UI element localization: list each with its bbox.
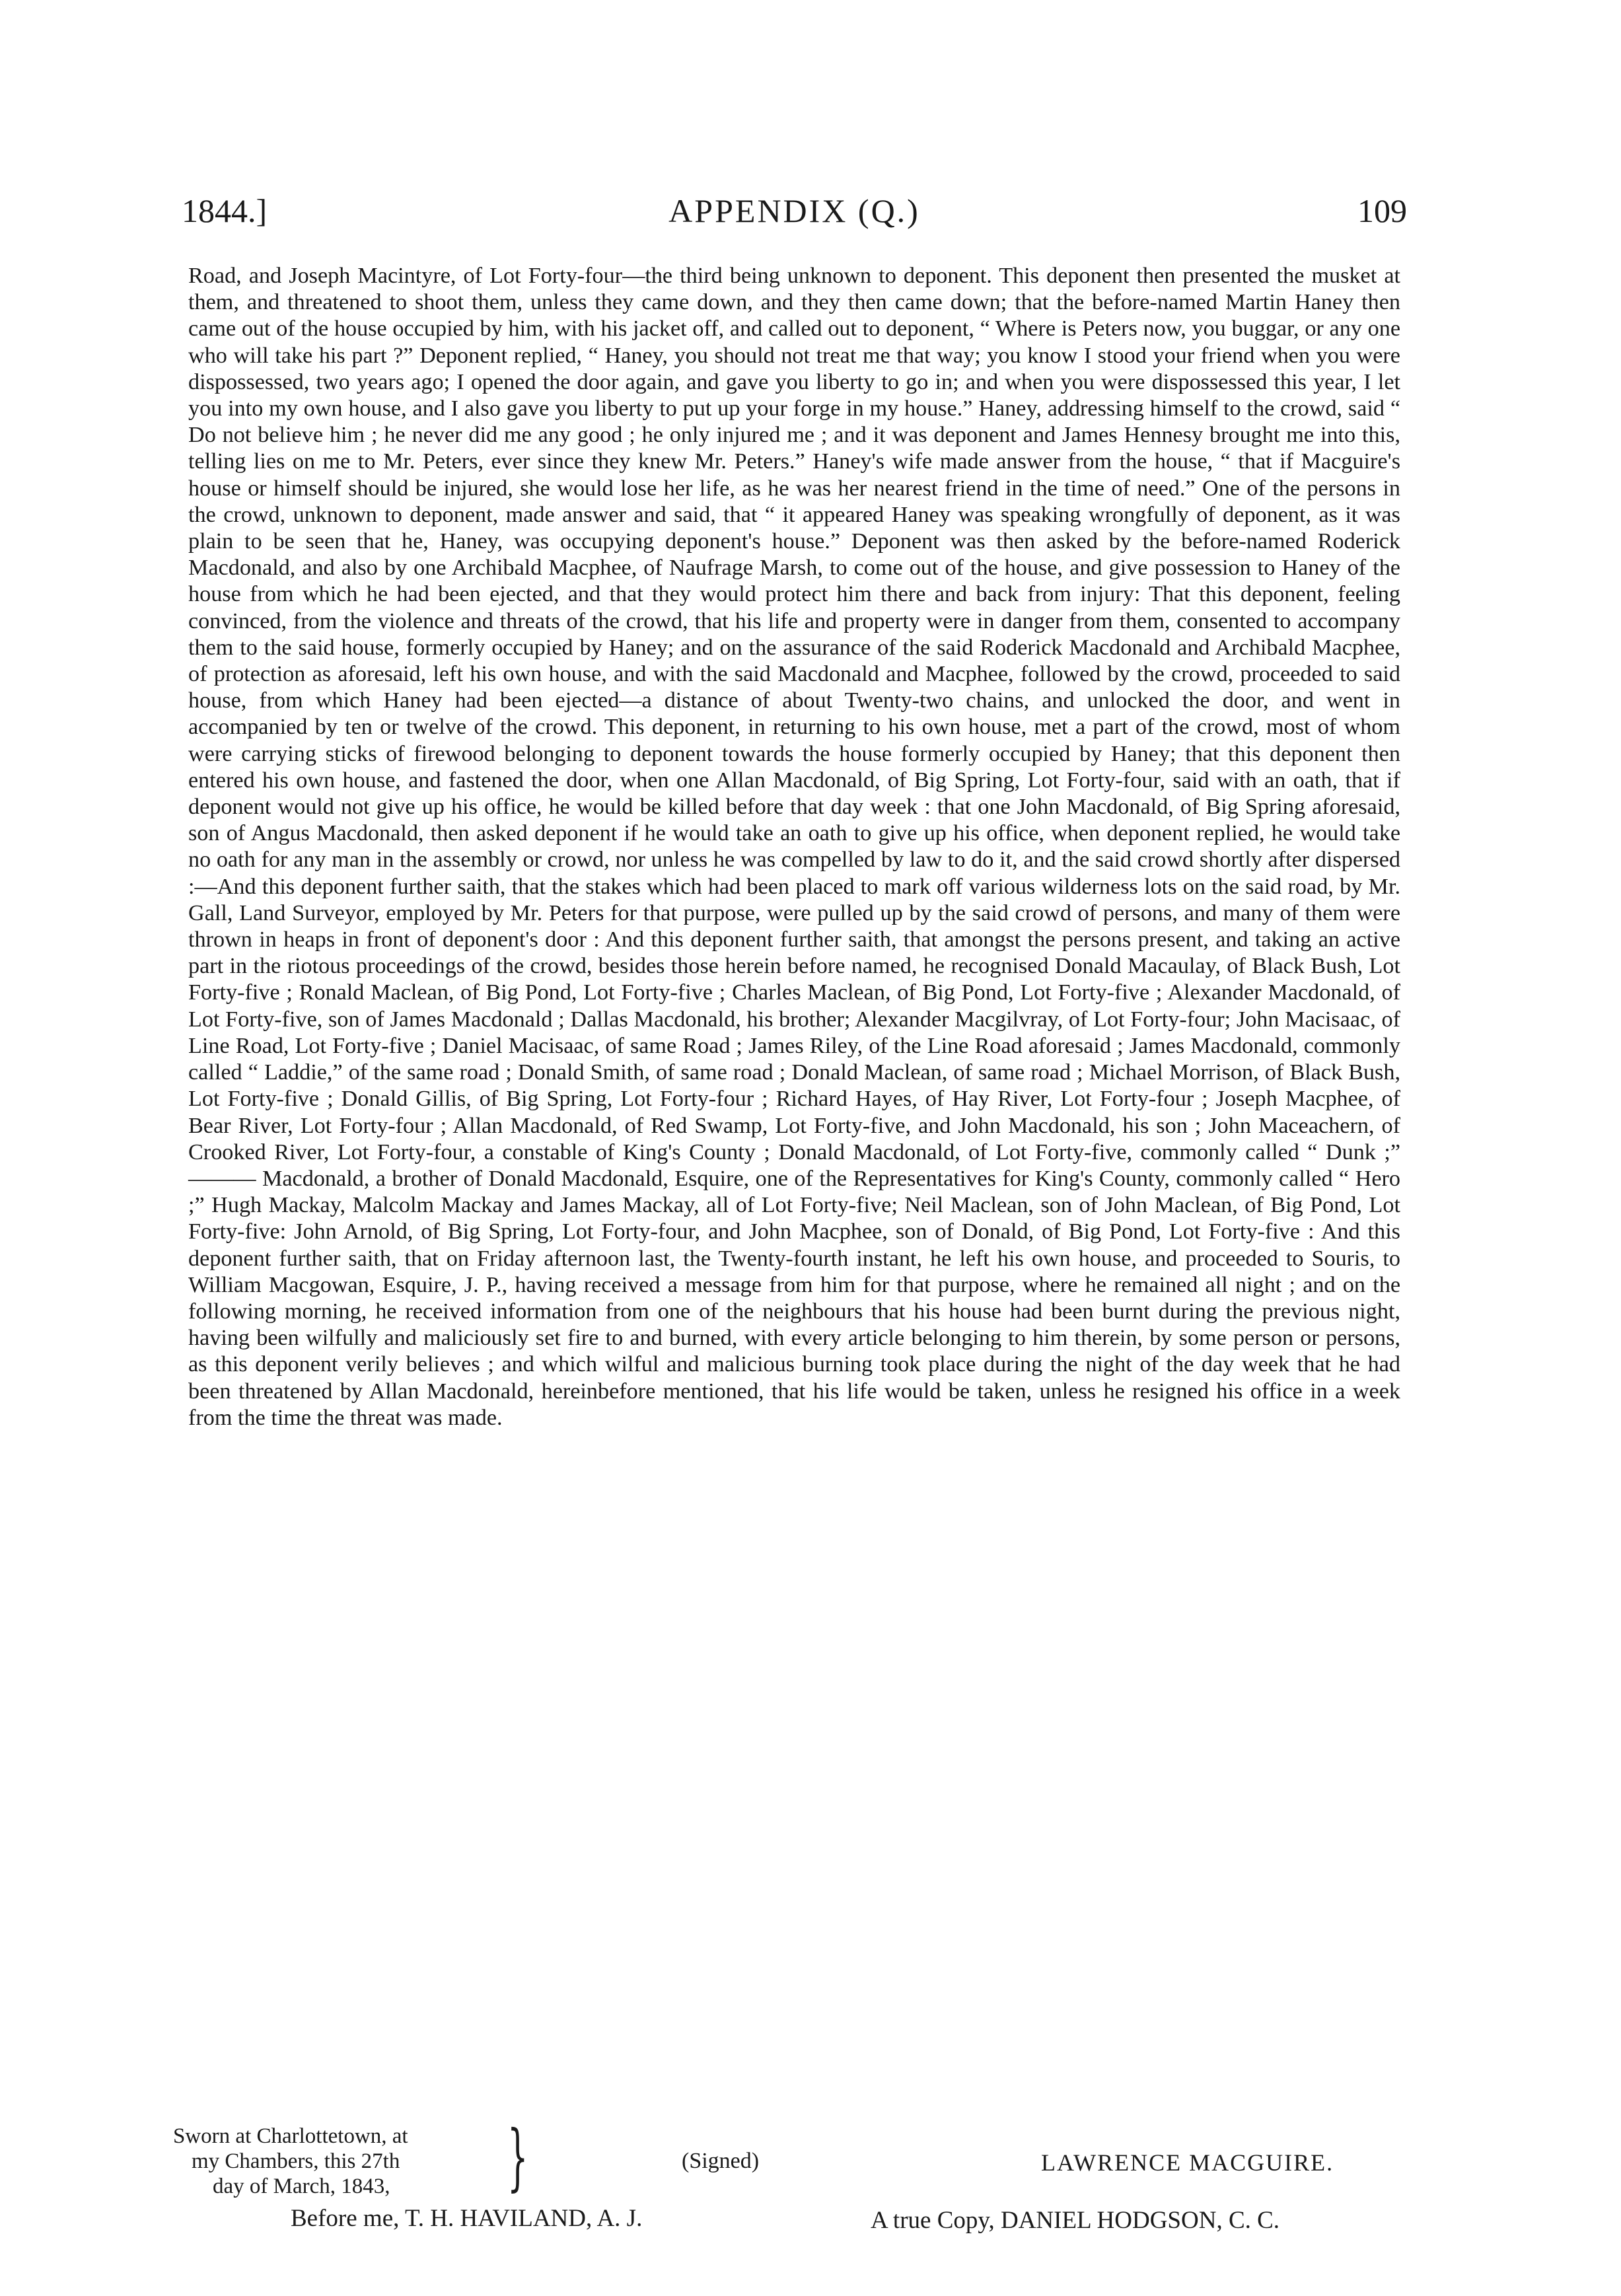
deponent-signature: LAWRENCE MACGUIRE. <box>1041 2149 1334 2176</box>
jurat-line-1: Sworn at Charlottetown, at <box>173 2124 408 2148</box>
signed-label: (Signed) <box>682 2149 760 2173</box>
jurat-line-2: my Chambers, this 27th <box>192 2149 400 2173</box>
header-title: APPENDIX (Q.) <box>668 192 920 229</box>
header-year: 1844.] <box>182 192 268 229</box>
jurat-line-3: day of March, 1843, <box>213 2174 390 2198</box>
running-head <box>182 180 1407 239</box>
justice-attestation: Before me, T. H. HAVILAND, A. J. <box>291 2205 643 2232</box>
page-number: 109 <box>1357 192 1407 229</box>
deposition-text: Road, and Joseph Macintyre, of Lot Forty-four—the third being unknown to deponent. This deponent then presented the musket at them, and threatened to shoot them, unless they came down, and they then came down; that the before-named Martin Haney then came out of the house occupied by him, with his jacket off, and called out to deponent, “ Where is Peters now, you buggar, or any one who will take his part ?” Deponent replied, “ Haney, you should not treat me that way; you know I stood your friend when you were dispossessed, two years ago; I opened the door again, and gave you liberty to go in; and when you were dispossessed this year, I let you into my own house, and I also gave you liberty to put up your forge in my house.” Haney, addressing himself to the crowd, said “ Do not believe him ; he never did me any good ; he only injured me ; and it was deponent and James Hennesy brought me into this, telling lies on me to Mr. Peters, ever since they knew Mr. Peters.” Haney's wife made answer from the house, “ that if Macguire's house or himself should be injured, she would lose her life, as he was her nearest friend in the time of need.” One of the persons in the crowd, unknown to deponent, made answer and said, that “ it appeared Haney was speaking wrongfully of deponent, as it was plain to be seen that he, Haney, was occupying deponent's house.” Deponent was then asked by the before-named Roderick Macdonald, and also by one Archibald Macphee, of Naufrage Marsh, to come out of the house, and give possession to Haney of the house from which he had been ejected, and that they would protect him there and back from injury: That this deponent, feeling convinced, from the violence and threats of the crowd, that his life and property were in danger from them, consented to accompany them to the said house, formerly occupied by Haney; and on the assurance of the said Roderick Macdonald and Archibald Macphee, of protection as aforesaid, left his own house, and with the said Macdonald and Macphee, followed by the crowd, proceeded to said house, from which Haney had been ejected—a distance of about Twenty-two chains, and unlocked the door, and went in accompanied by ten or twelve of the crowd. This deponent, in returning to his own house, met a part of the crowd, most of whom were carrying sticks of firewood belonging to deponent towards the house formerly occupied by Haney; that this deponent then entered his own house, and fastened the door, when one Allan Macdonald, of Big Spring, Lot Forty-four, said with an oath, that if deponent would not give up his office, he would be killed before that day week : that one John Macdonald, of Big Spring aforesaid, son of Angus Macdonald, then asked deponent if he would take an oath to give up his office, when deponent replied, he would take no oath for any man in the assembly or crowd, nor unless he was compelled by law to do it, and the said crowd shortly after dispersed :—And this deponent further saith, that the stakes which had been placed to mark off various wilderness lots on the said road, by Mr. Gall, Land Surveyor, employed by Mr. Peters for that purpose, were pulled up by the said crowd of persons, and many of them were thrown in heaps in front of deponent's door : And this deponent further saith, that amongst the persons present, and taking an active part in the riotous proceedings of the crowd, besides those herein before named, he recognised Donald Macaulay, of Black Bush, Lot Forty-five ; Ronald Maclean, of Big Pond, Lot Forty-five ; Charles Maclean, of Big Pond, Lot Forty-five ; Alexander Macdonald, of Lot Forty-five, son of James Macdonald ; Dallas Macdonald, his brother; Alexander Macgilvray, of Lot Forty-four; John Macisaac, of Line Road, Lot Forty-five ; Daniel Macisaac, of same Road ; James Riley, of the Line Road aforesaid ; James Macdonald, commonly called “ Laddie,” of the same road ; Donald Smith, of same road ; Donald Maclean, of same road ; Michael Morrison, of Black Bush, Lot Forty-five ; Donald Gillis, of Big Spring, Lot Forty-four ; Richard Hayes, of Hay River, Lot Forty-four ; Joseph Macphee, of Bear River, Lot Forty-four ; Allan Macdonald, of Red Swamp, Lot Forty-five, and John Macdonald, his son ; John Maceachern, of Crooked River, Lot Forty-four, a constable of King's County ; Donald Macdonald, of Lot Forty-five, commonly called “ Dunk ;” ——— Macdonald, a brother of Donald Macdonald, Esquire, one of the Representatives for King's County, commonly called “ Hero ;” Hugh Mackay, Malcolm Mackay and James Mackay, all of Lot Forty-five; Neil Maclean, son of John Maclean, of Big Pond, Lot Forty-five: John Arnold, of Big Spring, Lot Forty-four, and John Macphee, son of Donald, of Big Pond, Lot Forty-five : And this deponent further saith, that on Friday afternoon last, the Twenty-fourth instant, he left his own house, and proceeded to Souris, to William Macgowan, Esquire, J. P., having received a message from him for that purpose, where he remained all night ; and on the following morning, he received information from one of the neighbours that his house had been burnt during the previous night, having been wilfully and maliciously set fire to and burned, with every article belonging to him therein, by some person or persons, as this deponent verily believes ; and which wilful and malicious burning took place during the night of the day week that he had been threatened by Allan Macdonald, hereinbefore mentioned, that his life would be taken, unless he resigned his office in a week from the time the threat was made. <box>188 264 1400 1430</box>
clerk-attestation: A true Copy, DANIEL HODGSON, C. C. <box>871 2207 1280 2234</box>
jurat <box>173 2124 408 2199</box>
curly-brace-icon: } <box>507 2114 528 2199</box>
